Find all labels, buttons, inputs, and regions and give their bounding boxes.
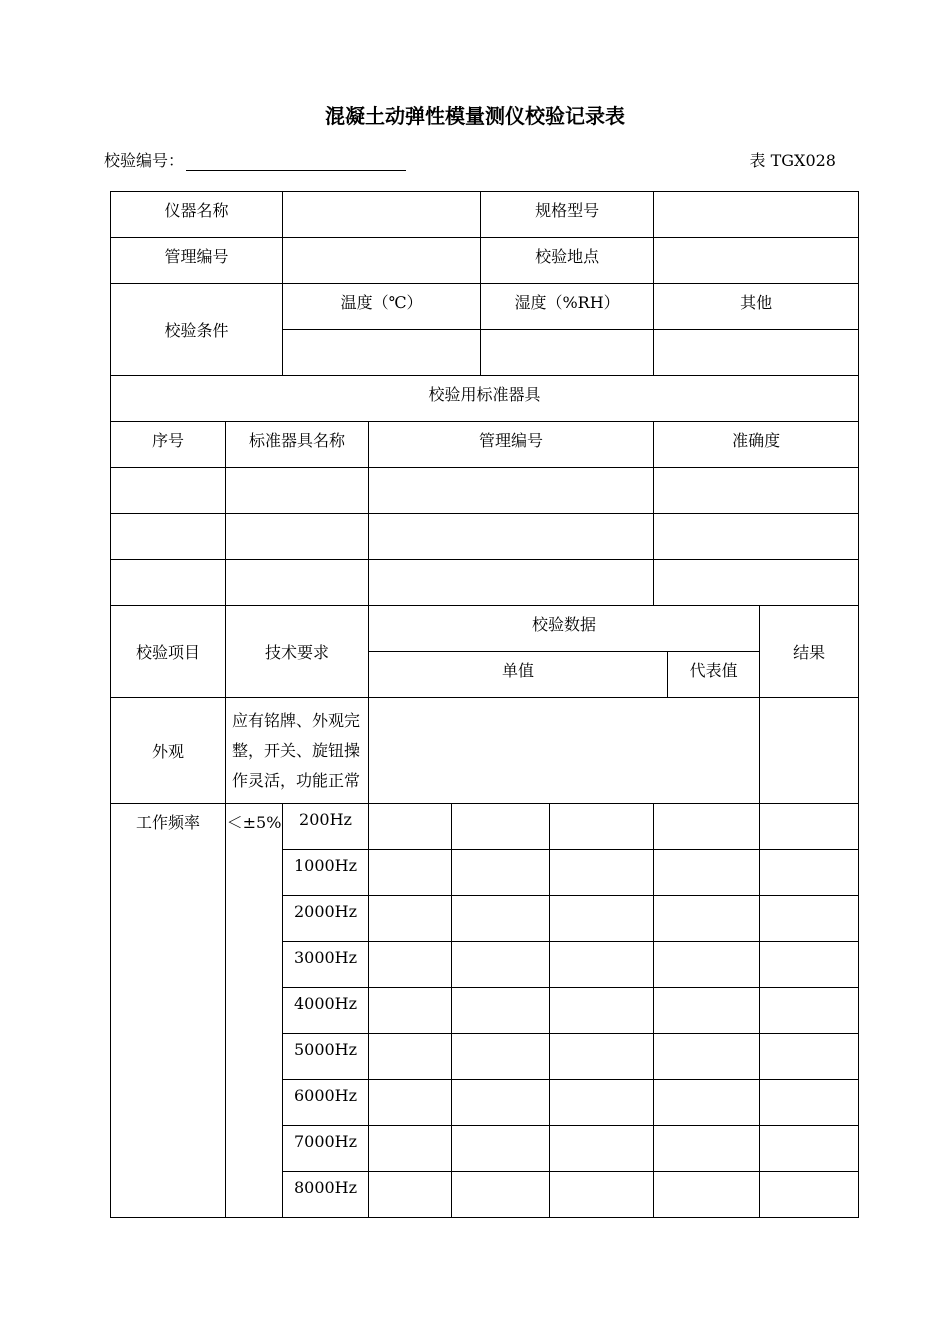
mgmt-no-value[interactable] — [283, 238, 481, 284]
frequency-representative[interactable] — [654, 1080, 760, 1126]
appearance-data[interactable] — [369, 698, 760, 804]
frequency-value: 7000Hz — [283, 1126, 369, 1172]
standards-cell[interactable] — [654, 560, 859, 606]
standards-cell[interactable] — [654, 514, 859, 560]
items-col-single: 单值 — [369, 652, 668, 698]
frequency-reading-3[interactable] — [550, 1034, 654, 1080]
standards-col-name: 标准器具名称 — [226, 422, 369, 468]
frequency-value: 6000Hz — [283, 1080, 369, 1126]
standards-cell[interactable] — [369, 560, 654, 606]
frequency-representative[interactable] — [654, 1034, 760, 1080]
serial-number-label: 校验编号： — [104, 151, 185, 170]
frequency-reading-1[interactable] — [369, 896, 452, 942]
frequency-reading-3[interactable] — [550, 1126, 654, 1172]
frequency-row — [111, 804, 859, 850]
frequency-reading-2[interactable] — [452, 804, 550, 850]
frequency-result[interactable] — [760, 1126, 859, 1172]
frequency-reading-2[interactable] — [452, 850, 550, 896]
frequency-result[interactable] — [760, 1034, 859, 1080]
frequency-reading-1[interactable] — [369, 1034, 452, 1080]
standards-col-accuracy: 准确度 — [654, 422, 859, 468]
temperature-label: 温度（℃） — [283, 284, 481, 330]
frequency-value: 200Hz — [283, 804, 369, 850]
frequency-reading-3[interactable] — [550, 896, 654, 942]
other-value[interactable] — [654, 330, 859, 376]
standards-cell[interactable] — [111, 560, 226, 606]
frequency-representative[interactable] — [654, 850, 760, 896]
appearance-label: 外观 — [111, 698, 226, 804]
frequency-reading-3[interactable] — [550, 804, 654, 850]
frequency-reading-2[interactable] — [452, 1126, 550, 1172]
frequency-reading-3[interactable] — [550, 1080, 654, 1126]
frequency-reading-2[interactable] — [452, 1034, 550, 1080]
frequency-reading-3[interactable] — [550, 988, 654, 1034]
mgmt-no-label: 管理编号 — [111, 238, 283, 284]
frequency-value: 8000Hz — [283, 1172, 369, 1218]
frequency-reading-1[interactable] — [369, 942, 452, 988]
frequency-result[interactable] — [760, 1080, 859, 1126]
frequency-value: 4000Hz — [283, 988, 369, 1034]
standards-cell[interactable] — [369, 468, 654, 514]
appearance-result[interactable] — [760, 698, 859, 804]
frequency-representative[interactable] — [654, 896, 760, 942]
instrument-name-value[interactable] — [283, 192, 481, 238]
frequency-reading-1[interactable] — [369, 1172, 452, 1218]
frequency-value: 5000Hz — [283, 1034, 369, 1080]
humidity-label: 湿度（%RH） — [481, 284, 654, 330]
other-label: 其他 — [654, 284, 859, 330]
spec-model-label: 规格型号 — [481, 192, 654, 238]
standards-cell[interactable] — [369, 514, 654, 560]
items-col-result: 结果 — [760, 606, 859, 698]
appearance-requirement: 应有铭牌、外观完整，开关、旋钮操作灵活，功能正常 — [226, 698, 369, 804]
standards-row — [111, 468, 859, 514]
frequency-reading-2[interactable] — [452, 988, 550, 1034]
serial-number-field — [104, 148, 406, 171]
items-col-requirement: 技术要求 — [226, 606, 369, 698]
document-title: 混凝土动弹性模量测仪校验记录表 — [325, 104, 625, 128]
frequency-reading-3[interactable] — [550, 942, 654, 988]
serial-number-blank[interactable] — [186, 152, 406, 171]
frequency-representative[interactable] — [654, 942, 760, 988]
instrument-name-label: 仪器名称 — [111, 192, 283, 238]
frequency-reading-1[interactable] — [369, 850, 452, 896]
frequency-reading-3[interactable] — [550, 850, 654, 896]
standards-row — [111, 514, 859, 560]
frequency-reading-2[interactable] — [452, 1172, 550, 1218]
frequency-reading-1[interactable] — [369, 1080, 452, 1126]
standards-row — [111, 560, 859, 606]
frequency-reading-2[interactable] — [452, 942, 550, 988]
frequency-result[interactable] — [760, 942, 859, 988]
standards-col-seq: 序号 — [111, 422, 226, 468]
frequency-rows — [111, 804, 859, 1218]
conditions-label: 校验条件 — [111, 284, 283, 376]
calibration-record-table — [110, 191, 859, 1218]
location-value[interactable] — [654, 238, 859, 284]
items-col-item: 校验项目 — [111, 606, 226, 698]
frequency-result[interactable] — [760, 1172, 859, 1218]
frequency-value: 3000Hz — [283, 942, 369, 988]
frequency-value: 2000Hz — [283, 896, 369, 942]
frequency-reading-1[interactable] — [369, 988, 452, 1034]
location-label: 校验地点 — [481, 238, 654, 284]
frequency-representative[interactable] — [654, 988, 760, 1034]
items-col-representative: 代表值 — [668, 652, 760, 698]
humidity-value[interactable] — [481, 330, 654, 376]
frequency-reading-1[interactable] — [369, 1126, 452, 1172]
freq-tolerance: ＜±5% — [226, 804, 283, 1218]
frequency-representative[interactable] — [654, 1126, 760, 1172]
frequency-reading-1[interactable] — [369, 804, 452, 850]
temperature-value[interactable] — [283, 330, 481, 376]
standards-section-title: 校验用标准器具 — [111, 376, 859, 422]
frequency-result[interactable] — [760, 850, 859, 896]
frequency-result[interactable] — [760, 988, 859, 1034]
items-col-data: 校验数据 — [369, 606, 760, 652]
standards-cell[interactable] — [226, 468, 369, 514]
standards-cell[interactable] — [654, 468, 859, 514]
frequency-result[interactable] — [760, 896, 859, 942]
frequency-representative[interactable] — [654, 1172, 760, 1218]
standards-cell[interactable] — [111, 514, 226, 560]
spec-model-value[interactable] — [654, 192, 859, 238]
standards-cell[interactable] — [226, 514, 369, 560]
form-code: 表 TGX028 — [749, 151, 836, 170]
frequency-representative[interactable] — [654, 804, 760, 850]
frequency-result[interactable] — [760, 804, 859, 850]
freq-label: 工作频率 — [111, 804, 226, 1218]
frequency-reading-2[interactable] — [452, 896, 550, 942]
standards-cell[interactable] — [226, 560, 369, 606]
frequency-reading-3[interactable] — [550, 1172, 654, 1218]
standards-cell[interactable] — [111, 468, 226, 514]
frequency-value: 1000Hz — [283, 850, 369, 896]
standards-col-mgmt: 管理编号 — [369, 422, 654, 468]
frequency-reading-2[interactable] — [452, 1080, 550, 1126]
